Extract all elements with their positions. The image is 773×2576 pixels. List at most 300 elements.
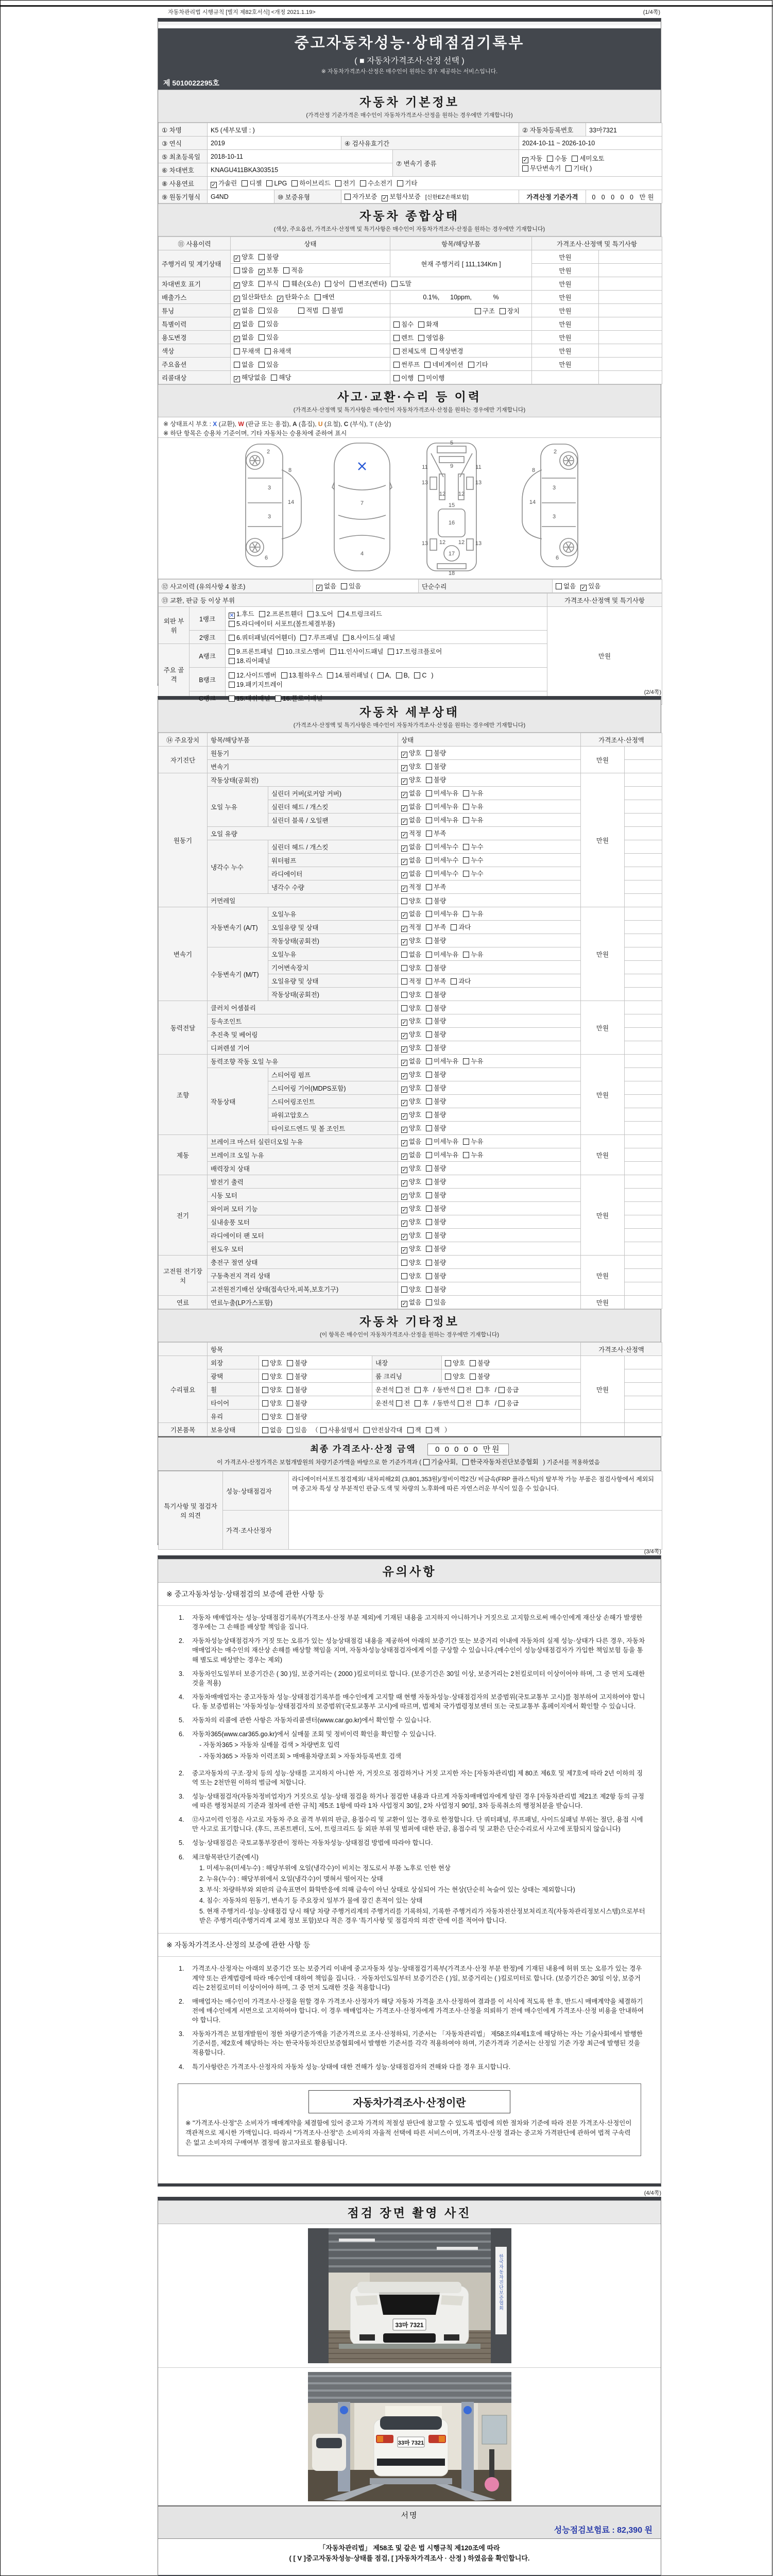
option: 불량: [426, 776, 446, 784]
checkbox[interactable]: [426, 938, 432, 944]
checkbox[interactable]: [426, 1427, 432, 1433]
checkbox[interactable]: [377, 672, 384, 679]
checkbox[interactable]: [242, 180, 248, 187]
checkbox[interactable]: [556, 583, 562, 589]
notice-item: 4. 자동차매매업자는 중고자동차 성능·상태점검기록부를 매수인에게 고지할 때 현행 자동차성능·상태점검자의 보증범위(국토교통부 고시)를 첨부하여 고지하여야 합니다. 동 보증범위는 '자동차성능·상태점검자의 보증범위'(국토교통부 고시)에 따르며, 법제처 국가법령정보센터 또는 국토교통부 홈페이지에서 확인할 수 있습니다.: [179, 1693, 645, 1710]
checkbox[interactable]: [426, 857, 432, 863]
table-row: 실린더 헤드 / 개스킷 ✓ 없음 미세누유 누유: [159, 800, 662, 814]
checkbox[interactable]: [397, 180, 403, 187]
option: 양호: [445, 1360, 465, 1367]
checkbox[interactable]: [229, 658, 235, 664]
table-row: 많음 ✓ 보통 적음 만원: [159, 264, 662, 277]
checkbox[interactable]: [287, 1414, 293, 1420]
checkbox[interactable]: ✓: [402, 1194, 407, 1200]
checkbox[interactable]: ✓: [402, 912, 407, 919]
checkbox[interactable]: [426, 924, 432, 930]
overall-table-container: [158, 236, 661, 384]
option: 후: [415, 1400, 428, 1407]
checkbox[interactable]: [341, 583, 347, 589]
checkbox[interactable]: ✓: [402, 1073, 407, 1079]
checkbox[interactable]: ✓: [259, 269, 264, 275]
checkbox[interactable]: [345, 194, 351, 200]
checkbox[interactable]: [423, 1459, 430, 1465]
checkbox[interactable]: [463, 871, 469, 877]
option: 없음: [556, 583, 576, 590]
checkbox[interactable]: [401, 978, 407, 985]
checkbox[interactable]: [271, 375, 277, 381]
checkbox[interactable]: [262, 1414, 268, 1420]
option: 기타: [468, 361, 488, 368]
checkbox[interactable]: [393, 335, 400, 341]
final-price-label: 최종 가격조사·산정 금액: [310, 1444, 416, 1454]
checkbox[interactable]: [463, 952, 469, 958]
checkbox[interactable]: ✓: [402, 792, 407, 798]
checkbox[interactable]: [426, 790, 432, 796]
checkbox[interactable]: [468, 362, 474, 368]
checkbox[interactable]: [426, 750, 432, 756]
checkbox[interactable]: [418, 321, 424, 328]
option: ✓ 없음: [234, 307, 254, 315]
option: 전: [396, 1386, 410, 1394]
checkbox[interactable]: [470, 1374, 476, 1380]
final-price-value: 0 0 0 0 0 만원: [427, 1444, 509, 1455]
checkbox[interactable]: [259, 308, 265, 314]
table-row: 항목 가격조사·산정액: [159, 1343, 662, 1356]
option: 9.프론트패널: [229, 648, 273, 655]
checkbox[interactable]: [426, 978, 432, 985]
option-text: 이 가격조사·산정가격은 보험개발원의 차량기준가액을 바탕으로 한 기준가격과 (: [217, 1460, 421, 1466]
option: 불량: [287, 1373, 307, 1380]
table-row: ⑧ 사용연료 ✓ 가솔린 디젤 LPG 하이브리드 전기 수소전기 기타: [159, 177, 662, 190]
checkbox[interactable]: [364, 1427, 370, 1433]
checkbox[interactable]: [229, 682, 235, 688]
checkbox[interactable]: [426, 1031, 432, 1038]
checkbox[interactable]: [259, 362, 265, 368]
notice-item: 5. 자동차의 리콜에 관한 사항은 자동차리콜센터(www.car.go.kr)에서 확인할 수 있습니다.: [179, 1717, 432, 1724]
checkbox[interactable]: [463, 844, 469, 850]
checkbox[interactable]: ✓: [523, 157, 528, 163]
checkbox[interactable]: ✓: [402, 1140, 407, 1146]
checkbox[interactable]: [307, 611, 314, 617]
checkbox[interactable]: [426, 1139, 432, 1145]
checkbox[interactable]: [393, 321, 400, 328]
checkbox[interactable]: [426, 1192, 432, 1198]
option: 양호: [401, 1005, 421, 1012]
option: 누유: [463, 1058, 483, 1065]
option: ✓ 양호: [402, 750, 422, 758]
table-row: ⑪ 사용이력 상태 항목/해당부품 가격조사·산정액 및 특기사항: [159, 237, 662, 250]
checkbox[interactable]: ✓: [402, 1127, 407, 1133]
option: 장치: [500, 308, 520, 315]
checkbox[interactable]: ✓: [402, 805, 407, 811]
checkbox[interactable]: [360, 180, 366, 187]
checkbox[interactable]: [262, 1374, 268, 1380]
checkbox[interactable]: ✓: [402, 1234, 407, 1240]
accident-note: (가격조사·산정액 및 특기사항은 매수인이 자동차가격조사·산정을 원하는 경우에만 기재합니다): [293, 407, 526, 413]
checkbox[interactable]: ✓: [234, 376, 239, 382]
checkbox[interactable]: [426, 1299, 432, 1306]
checkbox[interactable]: [463, 804, 469, 810]
checkbox[interactable]: [259, 611, 265, 617]
checkbox[interactable]: [426, 844, 432, 850]
checkbox[interactable]: [391, 281, 398, 287]
option: ✓ 양호: [402, 1232, 422, 1240]
checkbox[interactable]: [298, 308, 304, 314]
checkbox[interactable]: [426, 1085, 432, 1091]
checkbox[interactable]: [426, 1018, 432, 1024]
checkbox[interactable]: ✓: [402, 832, 407, 838]
checkbox[interactable]: [426, 884, 432, 890]
checkbox[interactable]: [229, 649, 235, 655]
checkbox[interactable]: ✓: [402, 1087, 407, 1093]
checkbox[interactable]: [234, 348, 240, 354]
checkbox[interactable]: [418, 335, 424, 341]
checkbox[interactable]: [547, 156, 553, 162]
option: 양호: [262, 1373, 282, 1380]
checkbox[interactable]: [426, 992, 432, 998]
table-row: 추진축 및 베어링 ✓ 양호 불량: [159, 1028, 662, 1041]
checkbox[interactable]: [335, 180, 341, 187]
svg-text:7: 7: [360, 500, 364, 506]
document-subtitle: ( ■ 자동차가격조사·산정 선택 ): [354, 57, 465, 65]
checkbox[interactable]: [426, 952, 432, 958]
checkbox[interactable]: [499, 1387, 505, 1393]
checkbox[interactable]: [401, 992, 407, 998]
checkbox[interactable]: [287, 1400, 293, 1406]
option: 15.대쉬패널: [229, 695, 270, 702]
checkbox[interactable]: [476, 1387, 483, 1393]
checkbox[interactable]: [458, 1387, 464, 1393]
checkbox[interactable]: [475, 308, 481, 314]
checkbox[interactable]: ✓: [402, 886, 407, 892]
basic-info-note: (가격산정 기준가격은 매수인이 자동차가격조사·산정을 원하는 경우에만 기재합니다): [306, 112, 513, 118]
checkbox[interactable]: [463, 857, 469, 863]
checkbox[interactable]: ✓: [402, 1113, 407, 1120]
overall-band: [158, 204, 661, 236]
checkbox[interactable]: [458, 1400, 464, 1406]
option: 미세누유: [426, 817, 458, 824]
checkbox[interactable]: ✓: [211, 182, 216, 188]
checkbox[interactable]: [426, 1179, 432, 1185]
checkbox[interactable]: [401, 1260, 407, 1266]
checkbox[interactable]: ✓: [402, 1301, 407, 1307]
checkbox[interactable]: [396, 1400, 402, 1406]
checkbox[interactable]: [401, 1273, 407, 1279]
checkbox[interactable]: ✓: [402, 859, 407, 865]
checkbox[interactable]: ✓: [402, 939, 407, 945]
checkbox[interactable]: [426, 1005, 432, 1011]
checkbox[interactable]: ✓: [402, 845, 407, 852]
checkbox[interactable]: [431, 348, 437, 354]
checkbox[interactable]: ✓: [402, 1046, 407, 1053]
checkbox[interactable]: [229, 635, 235, 641]
checkbox[interactable]: [414, 672, 420, 679]
checkbox[interactable]: [426, 1206, 432, 1212]
checkbox[interactable]: [283, 281, 289, 287]
option: 화재: [418, 321, 438, 328]
option: 누유: [463, 1151, 483, 1159]
checkbox[interactable]: [426, 1125, 432, 1131]
checkbox[interactable]: ✓: [317, 585, 322, 591]
checkbox[interactable]: [229, 621, 235, 627]
checkbox[interactable]: [266, 180, 272, 187]
checkbox[interactable]: [426, 1152, 432, 1158]
svg-text:12: 12: [458, 491, 465, 497]
checkbox[interactable]: [470, 1360, 476, 1366]
option: C: [414, 672, 426, 679]
checkbox[interactable]: ✓: [402, 752, 407, 758]
checkbox[interactable]: [234, 362, 240, 368]
checkbox[interactable]: [462, 1459, 469, 1465]
option: ✓ 가솔린: [211, 180, 237, 188]
option: ✓ 양호: [402, 1205, 422, 1213]
checkbox[interactable]: [426, 1098, 432, 1105]
checkbox[interactable]: ✓: [402, 819, 407, 825]
checkbox[interactable]: [522, 165, 528, 172]
checkbox[interactable]: ✓: [234, 323, 239, 329]
checkbox[interactable]: ✓: [234, 296, 239, 302]
option: 양호: [262, 1400, 282, 1407]
option: ✓ 없음: [402, 817, 422, 825]
checkbox[interactable]: [407, 1427, 414, 1433]
checkbox[interactable]: [300, 635, 306, 641]
detail-title: 자동차 세부상태: [359, 705, 459, 719]
checkbox[interactable]: ✓: [402, 1060, 407, 1066]
checkbox[interactable]: [426, 1246, 432, 1252]
detail-note: (가격조사·산정액 및 특기사항은 매수인이 자동차가격조사·산정을 원하는 경우에만 기재합니다): [293, 722, 526, 728]
option: ✓ 없음: [234, 334, 254, 342]
checkbox[interactable]: ✓: [402, 1154, 407, 1160]
option: 18.리어패널: [229, 657, 270, 665]
checkbox[interactable]: ✓: [234, 282, 239, 289]
checkbox[interactable]: [426, 764, 432, 770]
checkbox[interactable]: [451, 978, 457, 985]
checkbox[interactable]: [476, 1400, 483, 1406]
checkbox[interactable]: ✓: [402, 1033, 407, 1039]
option: 있음: [341, 583, 361, 590]
status-code-legend: [158, 417, 661, 438]
checkbox[interactable]: [278, 649, 284, 655]
checkbox[interactable]: [463, 1058, 469, 1064]
checkbox[interactable]: [291, 180, 298, 187]
checkbox[interactable]: [426, 831, 432, 837]
option: 색상변경: [431, 348, 463, 355]
option: 적정: [401, 978, 421, 985]
checkbox[interactable]: ✓: [402, 1207, 407, 1213]
checkbox[interactable]: [396, 1387, 402, 1393]
price-definition-text: ※ "가격조사·산정"은 소비자가 매매계약을 체결함에 있어 중고차 가격의 적절성 판단에 참고할 수 있도록 법령에 의한 절차와 기준에 따라 전문 가격조사·산정인이 객관적으로 제시한 가액입니다. 따라서 "가격조사·산정"은 소비자의 자율적 선택에 따른 서비스이며, 가격조사·산정 결과는 중고차 가격판단에 관하여 법적 구속력은 없고 소비자의 구매여부 결정에 참고자료로 활용됩니다.: [185, 2119, 632, 2147]
checkbox[interactable]: ✓: [402, 1167, 407, 1173]
option: 미세누유: [426, 1151, 458, 1159]
option: 양호: [262, 1360, 282, 1367]
checkbox[interactable]: [287, 1387, 293, 1393]
svg-text:13: 13: [475, 540, 482, 547]
option: 전기: [335, 180, 355, 187]
table-row: 실내송풍 모터 ✓ 양호 불량: [159, 1215, 662, 1229]
checkbox[interactable]: [281, 672, 287, 679]
checkbox[interactable]: [327, 672, 333, 679]
checkbox[interactable]: [393, 348, 400, 354]
checkbox[interactable]: [463, 790, 469, 796]
checkbox[interactable]: ✓: [234, 256, 239, 262]
option: ✓ 없음: [402, 857, 422, 865]
option: 불량: [470, 1360, 490, 1367]
checkbox[interactable]: ✓: [402, 765, 407, 771]
notice-item: 5. 성능·상태점검은 국토교통부장관이 정하는 자동차성능·상태점검 방법에 따라야 합니다.: [179, 1839, 433, 1847]
checkbox[interactable]: [565, 165, 572, 172]
checkbox[interactable]: [388, 649, 394, 655]
checkbox[interactable]: [287, 1374, 293, 1380]
checkbox[interactable]: ✓: [234, 336, 239, 342]
checkbox[interactable]: [325, 281, 331, 287]
checkbox[interactable]: [265, 348, 271, 354]
checkbox[interactable]: [500, 308, 506, 314]
notice-item: 1. 가격조사·산정자는 아래의 보증기간 또는 보증거리 이내에 중고자동차 성능·상태점검기록부(가격조사·산정 부분 한정)에 기재된 내용에 허위 또는 오류가 있는 경우 계약 또는 관계법령에 따라 매수인에 대하여 책임을 집니다. · 자동차인도일부터 보증기간은 ( )일, 보증거리는 ( )킬로미터로 합니다. (보증기간은 30일 이상, 보증거리는 2천킬로미터 이상이어야 하며, 그 중 먼저 도래한 것을 적용합니다): [179, 1965, 642, 1991]
table-row: 타이어 양호 불량 운전석 전 후 / 동반석 전 후 / 응급: [159, 1396, 662, 1410]
checkbox[interactable]: [393, 362, 400, 368]
checkbox[interactable]: [262, 1387, 268, 1393]
option: 2.프론트휀더: [259, 611, 303, 618]
checkbox[interactable]: [426, 1112, 432, 1118]
option: 불량: [287, 1400, 307, 1407]
checkbox[interactable]: [234, 267, 240, 274]
svg-text:6: 6: [264, 555, 268, 561]
checkbox[interactable]: [229, 672, 235, 679]
footer-line-2: ( [ V ]중고자동차성능·상태를 점검, [ ]자동차가격조사 · 산정 ) 하였음을 확인합니다.: [289, 2554, 530, 2563]
checkbox[interactable]: ✓: [581, 585, 586, 591]
notice-subitem: 2. 누유(누수) : 해당부위에서 오일(냉각수)이 맺혀서 떨어지는 상태: [199, 1875, 383, 1883]
checkbox[interactable]: [320, 1427, 327, 1433]
checkbox[interactable]: [426, 898, 432, 904]
checkbox[interactable]: [401, 965, 407, 971]
checkbox[interactable]: [287, 1427, 293, 1433]
checkbox[interactable]: [426, 1072, 432, 1078]
option: 불법: [323, 307, 343, 314]
table-row: 윈도우 모터 ✓ 양호 불량: [159, 1242, 662, 1256]
checkbox[interactable]: [259, 321, 265, 327]
checkbox[interactable]: ✕: [229, 613, 234, 619]
option: 미세누유: [426, 803, 458, 810]
checkbox[interactable]: [424, 362, 431, 368]
checkbox[interactable]: [275, 696, 281, 702]
option: 누수: [463, 870, 483, 877]
checkbox[interactable]: ✓: [402, 1020, 407, 1026]
checkbox[interactable]: ✓: [402, 1180, 407, 1187]
checkbox[interactable]: [426, 1286, 432, 1293]
checkbox[interactable]: [401, 1286, 407, 1293]
checkbox[interactable]: [426, 1260, 432, 1266]
checkbox[interactable]: ✓: [382, 195, 387, 201]
checkbox[interactable]: ✓: [402, 1100, 407, 1106]
checkbox[interactable]: [323, 308, 329, 314]
checkbox[interactable]: [426, 1165, 432, 1172]
checkbox[interactable]: [418, 375, 424, 381]
checkbox[interactable]: [396, 672, 402, 679]
checkbox[interactable]: [445, 1374, 451, 1380]
option-text: 운전석: [375, 1386, 394, 1394]
checkbox[interactable]: [426, 965, 432, 971]
checkbox[interactable]: [229, 696, 235, 702]
table-row: 리콜대상 ✓ 해당없음 해당 이행 미이행: [159, 371, 662, 384]
signature-label: 서명: [401, 2511, 418, 2520]
option: 불량: [426, 1232, 446, 1239]
checkbox[interactable]: [350, 281, 356, 287]
checkbox[interactable]: [401, 1005, 407, 1011]
checkbox[interactable]: [338, 611, 344, 617]
checkbox[interactable]: [451, 924, 457, 930]
option: 불량: [426, 750, 446, 757]
checkbox[interactable]: ✓: [278, 296, 283, 302]
option: 부족: [426, 978, 446, 985]
table-row: ① 차명 K5 (세부모델 : ) ② 자동차등록번호 33마7321: [159, 123, 662, 137]
checkbox[interactable]: [330, 649, 336, 655]
checkbox[interactable]: [262, 1360, 268, 1366]
checkbox[interactable]: [463, 911, 469, 917]
svg-text:3: 3: [552, 485, 556, 491]
option: 누유: [463, 817, 483, 824]
option: 5.라디에이터 서포트(볼트체결부품): [229, 620, 335, 628]
checkbox[interactable]: [426, 1273, 432, 1279]
checkbox[interactable]: [426, 1045, 432, 1051]
checkbox[interactable]: [401, 952, 407, 958]
checkbox[interactable]: [401, 898, 407, 904]
checkbox[interactable]: [343, 635, 349, 641]
checkbox[interactable]: [283, 267, 289, 274]
checkbox[interactable]: ✓: [402, 778, 407, 785]
checkbox[interactable]: ✓: [402, 1247, 407, 1253]
checkbox[interactable]: [259, 334, 265, 341]
checkbox[interactable]: [426, 871, 432, 877]
title-stripe: [158, 25, 661, 28]
checkbox[interactable]: [262, 1400, 268, 1406]
checkbox[interactable]: [259, 254, 265, 260]
checkbox[interactable]: [445, 1360, 451, 1366]
checkbox[interactable]: ✓: [402, 1221, 407, 1227]
checkbox[interactable]: [426, 817, 432, 823]
checkbox[interactable]: ✓: [402, 872, 407, 878]
checkbox[interactable]: [415, 1387, 421, 1393]
checkbox[interactable]: [463, 1139, 469, 1145]
option: ✓ 보험사보증: [382, 193, 421, 201]
checkbox[interactable]: [426, 911, 432, 917]
table-row: 구동축전지 격리 상태 양호 불량: [159, 1269, 662, 1282]
checkbox[interactable]: [426, 1232, 432, 1239]
svg-text:3: 3: [267, 485, 271, 491]
option: 하이브리드: [291, 180, 330, 187]
checkbox[interactable]: [315, 294, 321, 300]
option: 많음: [234, 267, 254, 274]
svg-text:8: 8: [288, 467, 292, 473]
checkbox[interactable]: [426, 1219, 432, 1225]
checkbox[interactable]: [259, 281, 265, 287]
checkbox[interactable]: [499, 1400, 505, 1406]
checkbox[interactable]: [426, 777, 432, 783]
checkbox[interactable]: ✓: [234, 309, 239, 315]
page-3: [158, 1555, 661, 2187]
checkbox[interactable]: [426, 1058, 432, 1064]
notices-subheader-1: ※ 중고자동차성능·상태점검의 보증에 관한 사항 등: [158, 1583, 661, 1606]
checkbox[interactable]: [262, 1427, 268, 1433]
checkbox[interactable]: [287, 1360, 293, 1366]
checkbox[interactable]: [463, 1152, 469, 1158]
checkbox[interactable]: [572, 156, 578, 162]
checkbox[interactable]: [463, 817, 469, 823]
checkbox[interactable]: [393, 375, 400, 381]
checkbox[interactable]: ✓: [402, 926, 407, 932]
checkbox[interactable]: [426, 804, 432, 810]
option-text: ) 기준서를 적용하였음: [543, 1460, 600, 1466]
checkbox[interactable]: [415, 1400, 421, 1406]
